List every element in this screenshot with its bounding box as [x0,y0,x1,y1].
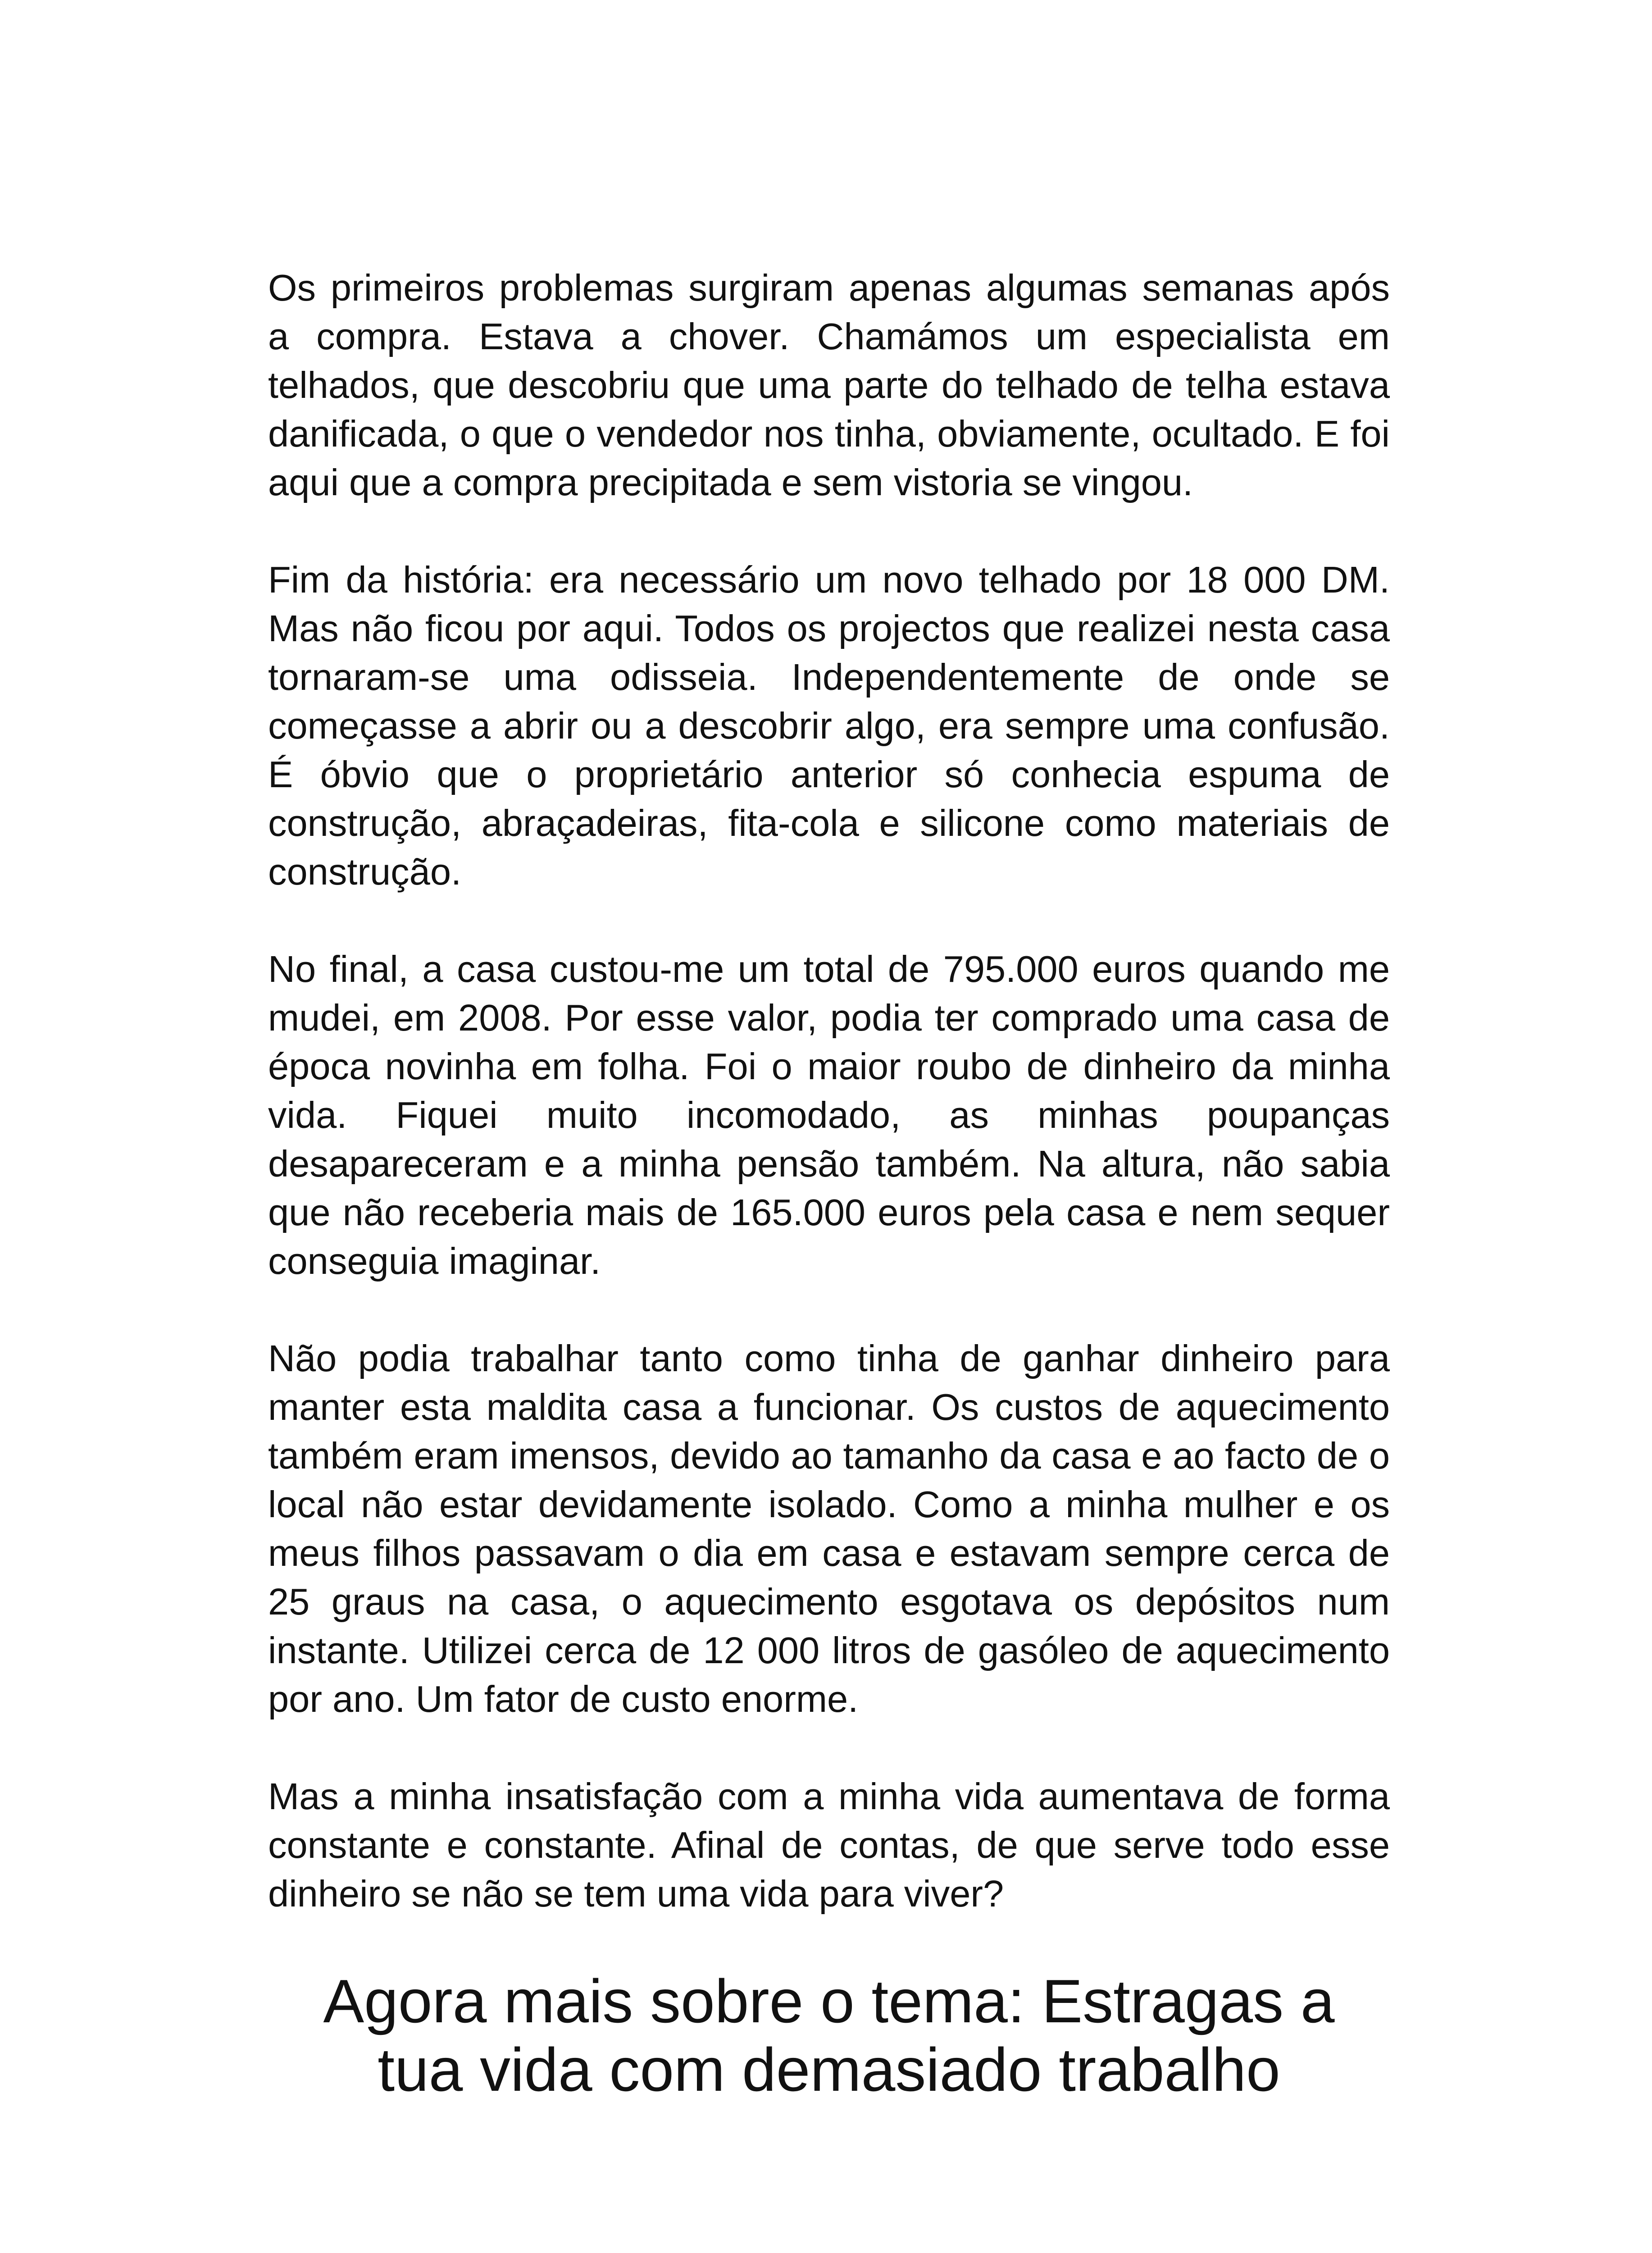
document-body [268,264,1390,2104]
section-heading: Agora mais sobre o tema: Estragas a tua vida com demasiado trabalho [323,1967,1335,2104]
body-paragraph-4: Não podia trabalhar tanto como tinha de ganhar dinheiro para manter esta maldita casa a funcionar. Os custos de aquecimento também eram imensos, devido ao tamanho da casa e ao facto de o local não estar devidamente isolado. Como a minha mulher e os meus filhos passavam o dia em casa e estavam sempre cerca de 25 graus na casa, o aquecimento esgotava os depósitos num instante. Utilizei cerca de 12 000 litros de gasóleo de aquecimento por ano. Um fator de custo enorme. [268,1337,1390,1720]
body-paragraph-3: No final, a casa custou-me um total de 795.000 euros quando me mudei, em 2008. Por esse valor, podia ter comprado uma casa de época novinha em folha. Foi o maior roubo de dinheiro da minha vida. Fiquei muito incomodado, as minhas poupanças desapareceram e a minha pensão também. Na altura, não sabia que não receberia mais de 165.000 euros pela casa e nem sequer conseguia imaginar. [268,948,1390,1282]
body-paragraph-1: Os primeiros problemas surgiram apenas algumas semanas após a compra. Estava a chover. Chamámos um especialista em telhados, que descobriu que uma parte do telhado de telha estava danificada, o que o vendedor nos tinha, obviamente, ocultado. E foi aqui que a compra precipitada e sem vistoria se vingou. [268,267,1390,503]
body-paragraph-5: Mas a minha insatisfação com a minha vida aumentava de forma constante e constante. Afinal de contas, de que serve todo esse dinheiro se não se tem uma vida para viver? [268,1775,1390,1915]
body-paragraph-2: Fim da história: era necessário um novo telhado por 18 000 DM. Mas não ficou por aqui. Todos os projectos que realizei nesta casa tornaram-se uma odisseia. Independentemente de onde se começasse a abrir ou a descobrir algo, era sempre uma confusão. É óbvio que o proprietário anterior só conhecia espuma de construção, abraçadeiras, fita-cola e silicone como materiais de construção. [268,559,1390,893]
